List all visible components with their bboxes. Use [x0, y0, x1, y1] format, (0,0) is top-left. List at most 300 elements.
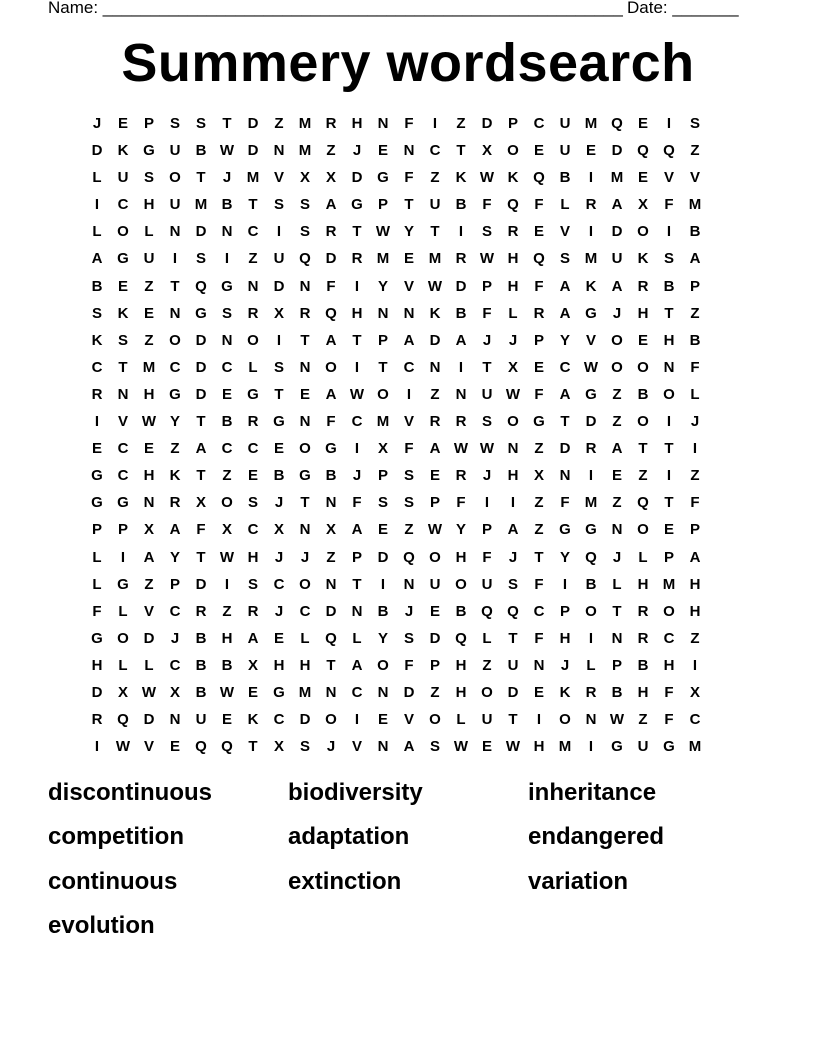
grid-letter: V — [273, 169, 284, 187]
grid-letter: J — [274, 602, 284, 620]
grid-letter: T — [248, 738, 258, 756]
grid-letter: R — [91, 711, 103, 729]
grid-letter: B — [637, 656, 649, 674]
grid-letter: E — [143, 304, 154, 322]
grid-letter: A — [689, 548, 701, 566]
grid-letter: W — [453, 738, 469, 756]
grid-letter: F — [534, 196, 544, 214]
grid-letter: G — [585, 385, 597, 403]
grid-letter: I — [276, 331, 282, 349]
grid-letter: T — [326, 656, 336, 674]
grid-letter: O — [325, 358, 337, 376]
grid-letter: L — [92, 548, 102, 566]
grid-letter: O — [637, 413, 649, 431]
grid-letter: U — [507, 656, 519, 674]
grid-letter: Z — [612, 413, 622, 431]
grid-letter: T — [352, 331, 362, 349]
grid-letter: O — [637, 521, 649, 539]
grid-letter: X — [377, 440, 388, 458]
grid-letter: S — [169, 115, 180, 132]
grid-letter: H — [143, 196, 155, 214]
grid-letter: N — [429, 358, 441, 376]
grid-letter: D — [429, 331, 441, 349]
grid-letter: L — [352, 629, 362, 647]
grid-letter: L — [638, 548, 648, 566]
grid-letter: D — [195, 385, 207, 403]
grid-letter: B — [637, 385, 649, 403]
grid-letter: H — [559, 629, 571, 647]
grid-letter: Z — [430, 385, 440, 403]
grid-letter: E — [533, 358, 544, 376]
grid-letter: U — [143, 250, 155, 268]
grid-letter: V — [663, 169, 674, 187]
grid-letter: V — [403, 711, 414, 729]
grid-letter: X — [247, 656, 258, 674]
grid-letter: W — [115, 738, 131, 756]
grid-letter: W — [479, 169, 495, 187]
grid-letter: C — [273, 711, 285, 729]
grid-letter: W — [219, 683, 235, 701]
grid-letter: L — [586, 656, 596, 674]
grid-letter: J — [612, 304, 622, 322]
grid-letter: I — [562, 575, 568, 593]
grid-letter: I — [354, 711, 360, 729]
grid-letter: Y — [377, 277, 388, 295]
grid-letter: S — [195, 115, 206, 132]
grid-letter: E — [273, 440, 284, 458]
grid-letter: P — [689, 277, 700, 295]
grid-letter: O — [247, 331, 259, 349]
grid-letter: Q — [637, 142, 649, 160]
grid-row — [84, 547, 708, 574]
grid-letter: D — [195, 575, 207, 593]
grid-letter: R — [91, 385, 103, 403]
grid-letter: F — [534, 575, 544, 593]
grid-letter: Y — [403, 223, 414, 241]
grid-letter: U — [481, 575, 493, 593]
grid-letter: X — [273, 521, 284, 539]
grid-letter: J — [482, 467, 492, 485]
word-list-item: extinction — [288, 867, 402, 895]
grid-letter: W — [479, 250, 495, 268]
grid-letter: O — [221, 494, 233, 512]
grid-letter: G — [91, 494, 103, 512]
grid-letter: N — [169, 711, 181, 729]
grid-letter: A — [169, 521, 181, 539]
grid-letter: X — [637, 196, 648, 214]
grid-row — [84, 357, 708, 384]
grid-letter: B — [91, 277, 103, 295]
grid-letter: R — [637, 277, 649, 295]
grid-letter: U — [429, 196, 441, 214]
grid-letter: P — [377, 331, 388, 349]
grid-letter: W — [609, 711, 625, 729]
grid-letter: M — [298, 142, 312, 160]
grid-letter: E — [377, 521, 388, 539]
grid-letter: O — [325, 711, 337, 729]
grid-letter: T — [534, 548, 544, 566]
grid-letter: G — [169, 385, 181, 403]
grid-letter: L — [300, 629, 310, 647]
grid-letter: O — [481, 683, 493, 701]
grid-letter: H — [637, 575, 649, 593]
grid-letter: J — [560, 656, 570, 674]
grid-letter: P — [429, 494, 440, 512]
grid-letter: Q — [533, 250, 545, 268]
grid-letter: N — [169, 304, 181, 322]
grid-letter: I — [94, 196, 100, 214]
grid-letter: A — [559, 277, 571, 295]
grid-letter: A — [351, 656, 363, 674]
grid-letter: G — [351, 196, 363, 214]
grid-letter: D — [143, 629, 155, 647]
grid-letter: N — [533, 656, 545, 674]
grid-letter: M — [376, 413, 390, 431]
grid-letter: B — [559, 169, 571, 187]
grid-letter: G — [611, 738, 623, 756]
grid-letter: O — [663, 385, 675, 403]
grid-letter: Q — [637, 494, 649, 512]
grid-letter: S — [247, 494, 258, 512]
grid-letter: E — [117, 277, 128, 295]
grid-letter: M — [428, 250, 442, 268]
grid-letter: A — [611, 277, 623, 295]
grid-letter: T — [508, 629, 518, 647]
grid-letter: P — [429, 656, 440, 674]
grid-letter: F — [482, 196, 492, 214]
grid-letter: B — [195, 656, 207, 674]
grid-letter: R — [533, 304, 545, 322]
grid-letter: W — [427, 277, 443, 295]
grid-letter: I — [510, 494, 516, 512]
grid-letter: V — [689, 169, 700, 187]
grid-letter: C — [351, 683, 363, 701]
grid-letter: S — [403, 629, 414, 647]
grid-letter: V — [117, 413, 128, 431]
grid-letter: P — [143, 115, 154, 132]
grid-letter: N — [403, 304, 415, 322]
grid-letter: F — [404, 169, 414, 187]
grid-letter: N — [611, 629, 623, 647]
letter-grid — [84, 113, 708, 763]
grid-letter: P — [663, 548, 674, 566]
grid-letter: Z — [690, 304, 700, 322]
grid-row — [84, 492, 708, 519]
grid-letter: O — [299, 440, 311, 458]
grid-letter: X — [169, 683, 180, 701]
grid-letter: E — [299, 385, 310, 403]
grid-letter: N — [117, 385, 129, 403]
grid-letter: K — [585, 277, 597, 295]
grid-letter: K — [429, 304, 441, 322]
grid-letter: N — [377, 738, 389, 756]
grid-letter: S — [299, 738, 310, 756]
grid-letter: T — [274, 385, 284, 403]
grid-letter: Q — [455, 629, 467, 647]
grid-letter: I — [666, 223, 672, 241]
grid-letter: M — [376, 250, 390, 268]
grid-letter: R — [247, 304, 259, 322]
grid-letter: T — [612, 602, 622, 620]
grid-letter: B — [663, 277, 675, 295]
grid-row — [84, 276, 708, 303]
grid-letter: H — [351, 115, 363, 132]
grid-letter: T — [222, 115, 232, 132]
grid-letter: P — [481, 521, 492, 539]
grid-letter: U — [195, 711, 207, 729]
grid-letter: F — [404, 115, 414, 132]
grid-letter: X — [143, 521, 154, 539]
grid-letter: C — [273, 575, 285, 593]
grid-letter: E — [533, 142, 544, 160]
grid-letter: W — [349, 385, 365, 403]
grid-row — [84, 248, 708, 275]
grid-letter: E — [663, 521, 674, 539]
grid-letter: E — [143, 440, 154, 458]
grid-letter: C — [91, 358, 103, 376]
grid-letter: F — [326, 277, 336, 295]
grid-letter: A — [507, 521, 519, 539]
grid-letter: I — [120, 548, 126, 566]
grid-letter: I — [692, 440, 698, 458]
grid-letter: A — [195, 440, 207, 458]
grid-letter: Z — [534, 521, 544, 539]
grid-letter: Z — [638, 467, 648, 485]
grid-letter: T — [196, 467, 206, 485]
grid-row — [84, 601, 708, 628]
grid-letter: P — [377, 196, 388, 214]
grid-letter: S — [377, 494, 388, 512]
grid-letter: B — [195, 629, 207, 647]
grid-letter: I — [588, 223, 594, 241]
grid-letter: E — [117, 115, 128, 132]
grid-letter: H — [507, 250, 519, 268]
grid-letter: T — [352, 223, 362, 241]
grid-letter: S — [247, 575, 258, 593]
grid-letter: C — [247, 223, 259, 241]
grid-letter: N — [325, 683, 337, 701]
grid-letter: D — [247, 115, 259, 132]
grid-letter: B — [195, 142, 207, 160]
grid-letter: A — [143, 548, 155, 566]
grid-letter: I — [692, 656, 698, 674]
grid-row — [84, 736, 708, 763]
grid-letter: E — [91, 440, 102, 458]
grid-letter: K — [117, 304, 129, 322]
grid-letter: F — [404, 440, 414, 458]
grid-letter: O — [377, 385, 389, 403]
grid-letter: N — [299, 413, 311, 431]
grid-letter: F — [196, 521, 206, 539]
grid-letter: Z — [326, 548, 336, 566]
grid-letter: I — [536, 711, 542, 729]
grid-letter: I — [172, 250, 178, 268]
grid-letter: L — [118, 602, 128, 620]
grid-letter: J — [612, 548, 622, 566]
grid-letter: H — [637, 683, 649, 701]
grid-letter: F — [404, 656, 414, 674]
grid-letter: H — [507, 277, 519, 295]
grid-row — [84, 465, 708, 492]
grid-letter: D — [611, 223, 623, 241]
grid-letter: D — [325, 250, 337, 268]
grid-letter: T — [352, 575, 362, 593]
grid-letter: N — [221, 223, 233, 241]
grid-letter: T — [196, 548, 206, 566]
grid-letter: Z — [690, 467, 700, 485]
grid-letter: E — [273, 629, 284, 647]
grid-letter: G — [585, 521, 597, 539]
grid-letter: Q — [403, 548, 415, 566]
grid-letter: I — [666, 467, 672, 485]
grid-letter: D — [351, 169, 363, 187]
grid-letter: E — [533, 223, 544, 241]
grid-letter: T — [638, 440, 648, 458]
grid-letter: Q — [117, 711, 129, 729]
grid-letter: N — [143, 494, 155, 512]
grid-letter: X — [221, 521, 232, 539]
grid-letter: T — [456, 142, 466, 160]
grid-letter: G — [91, 467, 103, 485]
grid-letter: O — [429, 548, 441, 566]
grid-letter: O — [611, 331, 623, 349]
grid-letter: F — [534, 277, 544, 295]
word-list-item: continuous — [48, 867, 178, 895]
grid-letter: B — [273, 467, 285, 485]
grid-letter: N — [299, 358, 311, 376]
grid-letter: X — [325, 521, 336, 539]
grid-letter: N — [325, 575, 337, 593]
grid-letter: S — [481, 223, 492, 241]
grid-letter: C — [533, 602, 545, 620]
grid-letter: Q — [663, 142, 675, 160]
grid-letter: Y — [559, 548, 570, 566]
grid-letter: M — [610, 169, 624, 187]
grid-letter: N — [273, 142, 285, 160]
grid-letter: X — [273, 304, 284, 322]
grid-letter: C — [169, 602, 181, 620]
grid-row — [84, 330, 708, 357]
grid-letter: I — [588, 738, 594, 756]
grid-letter: B — [221, 656, 233, 674]
grid-letter: M — [298, 115, 312, 132]
grid-letter: S — [91, 304, 102, 322]
grid-letter: K — [507, 169, 519, 187]
grid-letter: V — [143, 602, 154, 620]
grid-letter: T — [664, 440, 674, 458]
grid-letter: E — [247, 683, 258, 701]
grid-letter: P — [91, 521, 102, 539]
grid-letter: J — [92, 115, 102, 132]
grid-letter: U — [481, 385, 493, 403]
grid-letter: O — [429, 711, 441, 729]
grid-letter: F — [560, 494, 570, 512]
date-field-label: Date: _______ — [627, 0, 739, 17]
grid-letter: J — [170, 629, 180, 647]
grid-letter: T — [196, 413, 206, 431]
grid-letter: C — [429, 142, 441, 160]
grid-row — [84, 221, 708, 248]
grid-letter: Z — [430, 169, 440, 187]
word-list-item: discontinuous — [48, 779, 212, 806]
grid-letter: P — [481, 277, 492, 295]
grid-letter: H — [663, 331, 675, 349]
grid-letter: Q — [507, 602, 519, 620]
grid-letter: I — [276, 223, 282, 241]
grid-letter: D — [247, 142, 259, 160]
grid-letter: P — [117, 521, 128, 539]
grid-letter: S — [273, 196, 284, 214]
grid-letter: B — [585, 575, 597, 593]
grid-letter: U — [169, 196, 181, 214]
word-list-item: evolution — [48, 911, 155, 939]
grid-letter: Z — [144, 575, 154, 593]
grid-letter: B — [611, 683, 623, 701]
grid-letter: N — [299, 277, 311, 295]
grid-letter: U — [117, 169, 129, 187]
grid-letter: H — [221, 629, 233, 647]
grid-letter: B — [221, 413, 233, 431]
grid-letter: U — [611, 250, 623, 268]
grid-letter: D — [455, 277, 467, 295]
grid-letter: X — [195, 494, 206, 512]
grid-letter: L — [92, 223, 102, 241]
grid-letter: J — [274, 494, 284, 512]
grid-letter: N — [559, 467, 571, 485]
grid-letter: O — [169, 169, 181, 187]
grid-letter: E — [637, 115, 648, 132]
grid-letter: O — [585, 602, 597, 620]
grid-letter: S — [299, 196, 310, 214]
grid-letter: D — [195, 223, 207, 241]
grid-letter: Q — [325, 304, 337, 322]
grid-letter: N — [403, 142, 415, 160]
grid-letter: P — [351, 548, 362, 566]
grid-letter: C — [221, 358, 233, 376]
word-list-item: variation — [528, 867, 629, 895]
grid-letter: M — [246, 169, 260, 187]
grid-letter: O — [559, 711, 571, 729]
grid-letter: R — [455, 467, 467, 485]
grid-letter: A — [559, 385, 571, 403]
grid-letter: R — [325, 223, 337, 241]
grid-letter: X — [117, 683, 128, 701]
grid-letter: S — [429, 738, 440, 756]
grid-letter: C — [169, 358, 181, 376]
grid-letter: F — [690, 494, 700, 512]
grid-letter: T — [508, 711, 518, 729]
grid-letter: S — [689, 115, 700, 132]
grid-letter: I — [354, 358, 360, 376]
grid-letter: R — [247, 413, 259, 431]
grid-letter: K — [455, 169, 467, 187]
grid-letter: Y — [559, 331, 570, 349]
grid-letter: I — [458, 223, 464, 241]
grid-letter: H — [351, 304, 363, 322]
grid-letter: Z — [144, 277, 154, 295]
grid-letter: Y — [169, 548, 180, 566]
grid-letter: G — [273, 683, 285, 701]
grid-letter: Y — [377, 629, 388, 647]
grid-letter: P — [611, 656, 622, 674]
grid-letter: I — [354, 440, 360, 458]
grid-letter: U — [637, 738, 649, 756]
grid-letter: Z — [144, 331, 154, 349]
grid-letter: P — [559, 602, 570, 620]
grid-letter: X — [507, 358, 518, 376]
grid-letter: G — [91, 629, 103, 647]
grid-letter: Q — [585, 548, 597, 566]
